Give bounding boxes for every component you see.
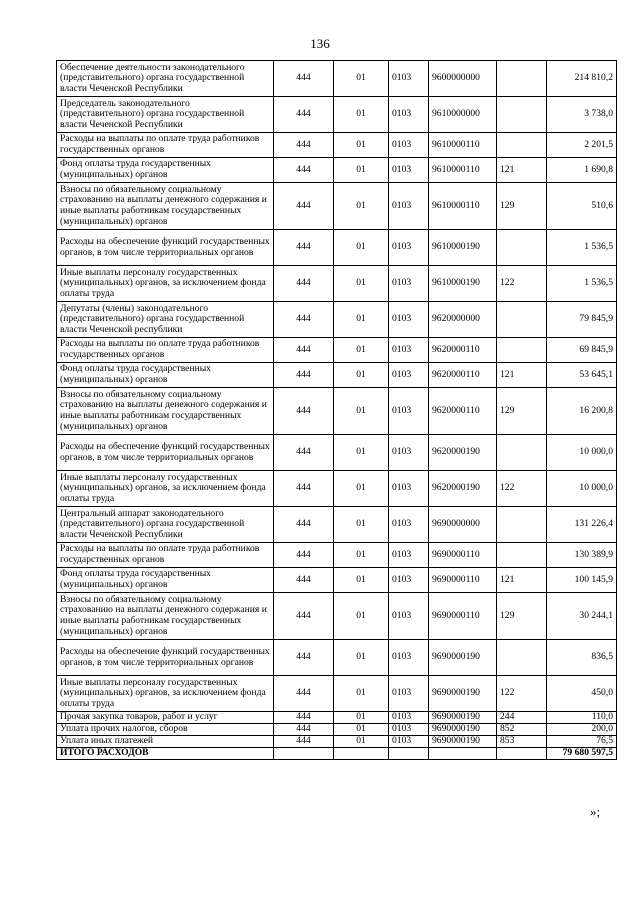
row-expense-type-cell: [497, 543, 547, 568]
row-name-cell: Председатель законодательного (представительного) органа государственной власти Чеченской Республики: [57, 97, 274, 133]
row-amount-cell: 1 690,8: [547, 158, 617, 183]
table-row: [57, 97, 617, 133]
row-subsection-cell: 0103: [389, 736, 429, 748]
row-name-cell: Фонд оплаты труда государственных (муниципальных) органов: [57, 363, 274, 388]
row-admin-code-cell: 444: [274, 230, 334, 266]
row-amount-cell: 69 845,9: [547, 338, 617, 363]
row-expense-type-cell: 852: [497, 724, 547, 736]
row-admin-code-cell: 444: [274, 183, 334, 230]
total-empty-cell: [389, 748, 429, 760]
row-name-cell: Фонд оплаты труда государственных (муниципальных) органов: [57, 158, 274, 183]
total-amount-cell: 79 680 597,5: [547, 748, 617, 760]
row-name-cell: Расходы на обеспечение функций государственных органов, в том числе территориальных органов: [57, 640, 274, 676]
row-name-cell: Уплата прочих налогов, сборов: [57, 724, 274, 736]
row-section-cell: 01: [334, 230, 389, 266]
row-expense-type-cell: [497, 133, 547, 158]
row-section-cell: 01: [334, 724, 389, 736]
row-admin-code-cell: 444: [274, 568, 334, 593]
row-amount-cell: 2 201,5: [547, 133, 617, 158]
row-expense-type-cell: [497, 230, 547, 266]
row-section-cell: 01: [334, 133, 389, 158]
row-subsection-cell: 0103: [389, 158, 429, 183]
row-name-cell: Взносы по обязательному социальному страхованию на выплаты денежного содержания и иные выплаты работникам государственных (муниципальных) органов: [57, 183, 274, 230]
row-section-cell: 01: [334, 568, 389, 593]
row-target-article-cell: 9600000000: [429, 61, 497, 97]
row-target-article-cell: 9620000000: [429, 302, 497, 338]
row-section-cell: 01: [334, 543, 389, 568]
row-target-article-cell: 9690000190: [429, 736, 497, 748]
row-subsection-cell: 0103: [389, 568, 429, 593]
row-amount-cell: 450,0: [547, 676, 617, 712]
row-section-cell: 01: [334, 363, 389, 388]
row-name-cell: Расходы на выплаты по оплате труда работников государственных органов: [57, 133, 274, 158]
row-section-cell: 01: [334, 435, 389, 471]
row-target-article-cell: 9690000190: [429, 724, 497, 736]
row-subsection-cell: 0103: [389, 183, 429, 230]
row-target-article-cell: 9610000110: [429, 133, 497, 158]
total-empty-cell: [429, 748, 497, 760]
row-admin-code-cell: 444: [274, 97, 334, 133]
row-subsection-cell: 0103: [389, 97, 429, 133]
row-subsection-cell: 0103: [389, 712, 429, 724]
row-subsection-cell: 0103: [389, 724, 429, 736]
table-row: [57, 543, 617, 568]
row-target-article-cell: 9690000190: [429, 676, 497, 712]
row-admin-code-cell: 444: [274, 712, 334, 724]
row-name-cell: Расходы на выплаты по оплате труда работников государственных органов: [57, 338, 274, 363]
row-section-cell: 01: [334, 97, 389, 133]
row-expense-type-cell: [497, 640, 547, 676]
row-target-article-cell: 9610000110: [429, 158, 497, 183]
row-target-article-cell: 9610000190: [429, 230, 497, 266]
row-amount-cell: 130 389,9: [547, 543, 617, 568]
row-admin-code-cell: 444: [274, 266, 334, 302]
row-subsection-cell: 0103: [389, 302, 429, 338]
row-section-cell: 01: [334, 302, 389, 338]
row-admin-code-cell: 444: [274, 676, 334, 712]
row-admin-code-cell: 444: [274, 507, 334, 543]
row-name-cell: Центральный аппарат законодательного (представительного) органа государственной власти Чеченской Республики: [57, 507, 274, 543]
table-row: [57, 435, 617, 471]
budget-table-body: [57, 61, 617, 760]
row-name-cell: Взносы по обязательному социальному страхованию на выплаты денежного содержания и иные выплаты работникам государственных (муниципальных) органов: [57, 388, 274, 435]
row-subsection-cell: 0103: [389, 435, 429, 471]
row-admin-code-cell: 444: [274, 724, 334, 736]
row-admin-code-cell: 444: [274, 61, 334, 97]
row-subsection-cell: 0103: [389, 266, 429, 302]
table-row: [57, 158, 617, 183]
row-target-article-cell: 9610000000: [429, 97, 497, 133]
row-subsection-cell: 0103: [389, 363, 429, 388]
row-section-cell: 01: [334, 471, 389, 507]
row-admin-code-cell: 444: [274, 302, 334, 338]
row-expense-type-cell: 244: [497, 712, 547, 724]
row-expense-type-cell: 129: [497, 593, 547, 640]
table-row: [57, 568, 617, 593]
row-section-cell: 01: [334, 712, 389, 724]
row-subsection-cell: 0103: [389, 388, 429, 435]
row-expense-type-cell: 129: [497, 388, 547, 435]
row-amount-cell: 30 244,1: [547, 593, 617, 640]
row-expense-type-cell: [497, 302, 547, 338]
row-section-cell: 01: [334, 158, 389, 183]
row-amount-cell: 16 200,8: [547, 388, 617, 435]
row-name-cell: Депутаты (члены) законодательного (представительного) органа государственной власти Чеченской республики: [57, 302, 274, 338]
row-expense-type-cell: 122: [497, 676, 547, 712]
row-target-article-cell: 9620000190: [429, 435, 497, 471]
row-admin-code-cell: 444: [274, 363, 334, 388]
row-subsection-cell: 0103: [389, 61, 429, 97]
row-expense-type-cell: [497, 97, 547, 133]
row-section-cell: 01: [334, 61, 389, 97]
row-subsection-cell: 0103: [389, 543, 429, 568]
total-row: [57, 748, 617, 760]
row-section-cell: 01: [334, 338, 389, 363]
row-section-cell: 01: [334, 593, 389, 640]
row-name-cell: Иные выплаты персоналу государственных (муниципальных) органов, за исключением фонда оплаты труда: [57, 471, 274, 507]
table-row: [57, 338, 617, 363]
row-admin-code-cell: 444: [274, 158, 334, 183]
row-amount-cell: 214 810,2: [547, 61, 617, 97]
row-subsection-cell: 0103: [389, 593, 429, 640]
row-name-cell: Расходы на выплаты по оплате труда работников государственных органов: [57, 543, 274, 568]
row-target-article-cell: 9620000110: [429, 363, 497, 388]
row-amount-cell: 76,5: [547, 736, 617, 748]
row-amount-cell: 10 000,0: [547, 435, 617, 471]
row-expense-type-cell: 121: [497, 158, 547, 183]
row-target-article-cell: 9690000000: [429, 507, 497, 543]
row-name-cell: Иные выплаты персоналу государственных (муниципальных) органов, за исключением фонда оплаты труда: [57, 266, 274, 302]
table-row: [57, 640, 617, 676]
table-row: [57, 712, 617, 724]
row-target-article-cell: 9610000190: [429, 266, 497, 302]
table-row: [57, 363, 617, 388]
row-subsection-cell: 0103: [389, 676, 429, 712]
row-subsection-cell: 0103: [389, 338, 429, 363]
table-row: [57, 471, 617, 507]
table-row: [57, 133, 617, 158]
row-name-cell: Фонд оплаты труда государственных (муниципальных) органов: [57, 568, 274, 593]
row-amount-cell: 3 738,0: [547, 97, 617, 133]
row-amount-cell: 510,6: [547, 183, 617, 230]
row-target-article-cell: 9690000110: [429, 543, 497, 568]
row-amount-cell: 53 645,1: [547, 363, 617, 388]
row-expense-type-cell: 853: [497, 736, 547, 748]
row-expense-type-cell: 121: [497, 363, 547, 388]
row-name-cell: Расходы на обеспечение функций государственных органов, в том числе территориальных органов: [57, 230, 274, 266]
row-expense-type-cell: [497, 338, 547, 363]
row-expense-type-cell: [497, 435, 547, 471]
row-amount-cell: 100 145,9: [547, 568, 617, 593]
row-section-cell: 01: [334, 388, 389, 435]
row-target-article-cell: 9690000190: [429, 712, 497, 724]
row-name-cell: Обеспечение деятельности законодательного (представительного) органа государственной власти Чеченской Республики: [57, 61, 274, 97]
row-expense-type-cell: 129: [497, 183, 547, 230]
row-target-article-cell: 9620000110: [429, 338, 497, 363]
row-subsection-cell: 0103: [389, 133, 429, 158]
table-row: [57, 302, 617, 338]
table-row: [57, 676, 617, 712]
row-admin-code-cell: 444: [274, 593, 334, 640]
row-name-cell: Иные выплаты персоналу государственных (муниципальных) органов, за исключением фонда оплаты труда: [57, 676, 274, 712]
row-section-cell: 01: [334, 507, 389, 543]
row-admin-code-cell: 444: [274, 388, 334, 435]
row-target-article-cell: 9620000190: [429, 471, 497, 507]
row-subsection-cell: 0103: [389, 471, 429, 507]
row-section-cell: 01: [334, 736, 389, 748]
row-target-article-cell: 9610000110: [429, 183, 497, 230]
total-empty-cell: [274, 748, 334, 760]
table-row: [57, 388, 617, 435]
table-row: [57, 724, 617, 736]
row-amount-cell: 131 226,4: [547, 507, 617, 543]
row-section-cell: 01: [334, 183, 389, 230]
table-row: [57, 183, 617, 230]
row-amount-cell: 1 536,5: [547, 266, 617, 302]
row-target-article-cell: 9690000110: [429, 593, 497, 640]
row-admin-code-cell: 444: [274, 133, 334, 158]
table-row: [57, 266, 617, 302]
row-admin-code-cell: 444: [274, 338, 334, 363]
row-section-cell: 01: [334, 676, 389, 712]
row-subsection-cell: 0103: [389, 640, 429, 676]
closing-quote-mark: »;: [590, 804, 601, 819]
row-name-cell: Расходы на обеспечение функций государственных органов, в том числе территориальных органов: [57, 435, 274, 471]
row-admin-code-cell: 444: [274, 471, 334, 507]
budget-table: [56, 60, 617, 760]
row-expense-type-cell: 122: [497, 266, 547, 302]
row-expense-type-cell: [497, 507, 547, 543]
row-name-cell: Прочая закупка товаров, работ и услуг: [57, 712, 274, 724]
row-subsection-cell: 0103: [389, 230, 429, 266]
total-empty-cell: [334, 748, 389, 760]
row-target-article-cell: 9690000190: [429, 640, 497, 676]
row-expense-type-cell: 122: [497, 471, 547, 507]
table-row: [57, 61, 617, 97]
row-target-article-cell: 9620000110: [429, 388, 497, 435]
row-expense-type-cell: 121: [497, 568, 547, 593]
page-number: 136: [310, 36, 330, 51]
row-admin-code-cell: 444: [274, 640, 334, 676]
row-target-article-cell: 9690000110: [429, 568, 497, 593]
row-amount-cell: 836,5: [547, 640, 617, 676]
table-row: [57, 593, 617, 640]
row-expense-type-cell: [497, 61, 547, 97]
total-empty-cell: [497, 748, 547, 760]
row-name-cell: Взносы по обязательному социальному страхованию на выплаты денежного содержания и иные выплаты работникам государственных (муниципальных) органов: [57, 593, 274, 640]
row-admin-code-cell: 444: [274, 736, 334, 748]
row-subsection-cell: 0103: [389, 507, 429, 543]
total-label-cell: ИТОГО РАСХОДОВ: [57, 748, 274, 760]
row-section-cell: 01: [334, 640, 389, 676]
row-amount-cell: 200,0: [547, 724, 617, 736]
row-admin-code-cell: 444: [274, 435, 334, 471]
row-admin-code-cell: 444: [274, 543, 334, 568]
table-row: [57, 230, 617, 266]
row-section-cell: 01: [334, 266, 389, 302]
row-amount-cell: 79 845,9: [547, 302, 617, 338]
table-row: [57, 736, 617, 748]
row-amount-cell: 110,0: [547, 712, 617, 724]
row-amount-cell: 1 536,5: [547, 230, 617, 266]
row-amount-cell: 10 000,0: [547, 471, 617, 507]
row-name-cell: Уплата иных платежей: [57, 736, 274, 748]
table-row: [57, 507, 617, 543]
